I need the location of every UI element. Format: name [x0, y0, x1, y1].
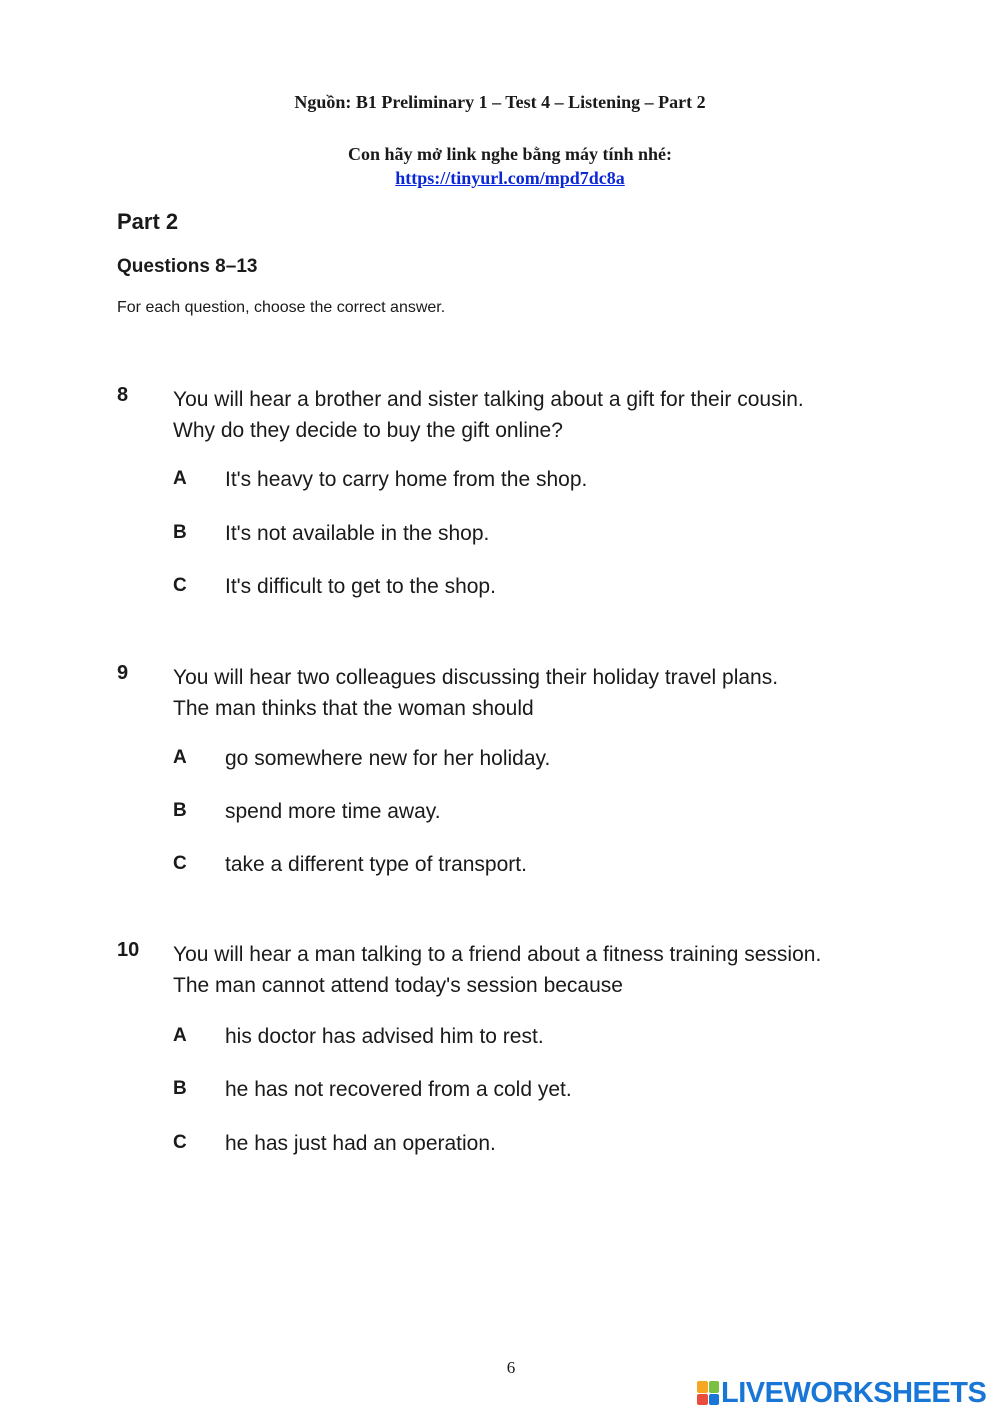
brand-name: LIVEWORKSHEETS — [721, 1376, 987, 1409]
question-stem — [173, 662, 893, 724]
question-prompt: The man thinks that the woman should — [173, 697, 534, 720]
listening-instruction: Con hãy mở link nghe bằng máy tính nhé: — [347, 144, 673, 164]
option-letter: B — [173, 522, 187, 543]
option-letter: B — [173, 800, 187, 821]
option-text: take a different type of transport. — [225, 853, 527, 876]
option-text: It's not available in the shop. — [225, 522, 490, 545]
option-letter: A — [173, 1025, 187, 1046]
audio-link[interactable]: https://tinyurl.com/mpd7dc8a — [395, 168, 625, 188]
option-text: spend more time away. — [225, 800, 441, 823]
question-stem — [173, 384, 893, 446]
question-stem-line: You will hear a brother and sister talking about a gift for their cousin. — [173, 388, 804, 411]
option-text: he has just had an operation. — [225, 1132, 496, 1155]
question-prompt: Why do they decide to buy the gift online? — [173, 419, 563, 442]
liveworksheets-brand[interactable] — [697, 1377, 986, 1409]
question-number: 9 — [117, 662, 129, 684]
question-number: 8 — [117, 384, 129, 406]
option-text: he has not recovered from a cold yet. — [225, 1078, 572, 1101]
question-stem-line: You will hear two colleagues discussing their holiday travel plans. — [173, 666, 779, 689]
option-text: It's heavy to carry home from the shop. — [225, 468, 588, 491]
questions-range: Questions 8–13 — [117, 256, 258, 277]
listening-note — [0, 142, 1000, 190]
source-line: Nguồn: B1 Preliminary 1 – Test 4 – Listening – Part 2 — [294, 92, 706, 112]
option-text: his doctor has advised him to rest. — [225, 1025, 544, 1048]
question-prompt: The man cannot attend today's session because — [173, 974, 623, 997]
question-stem — [173, 939, 893, 1001]
option-letter: C — [173, 853, 187, 874]
instruction-text: For each question, choose the correct answer. — [117, 299, 446, 316]
liveworksheets-logo-icon — [697, 1381, 719, 1405]
option-letter: C — [173, 575, 187, 596]
option-letter: A — [173, 747, 187, 768]
question-number: 10 — [117, 939, 140, 961]
option-letter: B — [173, 1078, 187, 1099]
option-letter: C — [173, 1132, 187, 1153]
part-title: Part 2 — [117, 209, 179, 234]
page-number: 6 — [506, 1358, 516, 1377]
option-letter: A — [173, 468, 187, 489]
question-stem-line: You will hear a man talking to a friend about a fitness training session. — [173, 943, 822, 966]
option-text: go somewhere new for her holiday. — [225, 747, 551, 770]
option-text: It's difficult to get to the shop. — [225, 575, 496, 598]
